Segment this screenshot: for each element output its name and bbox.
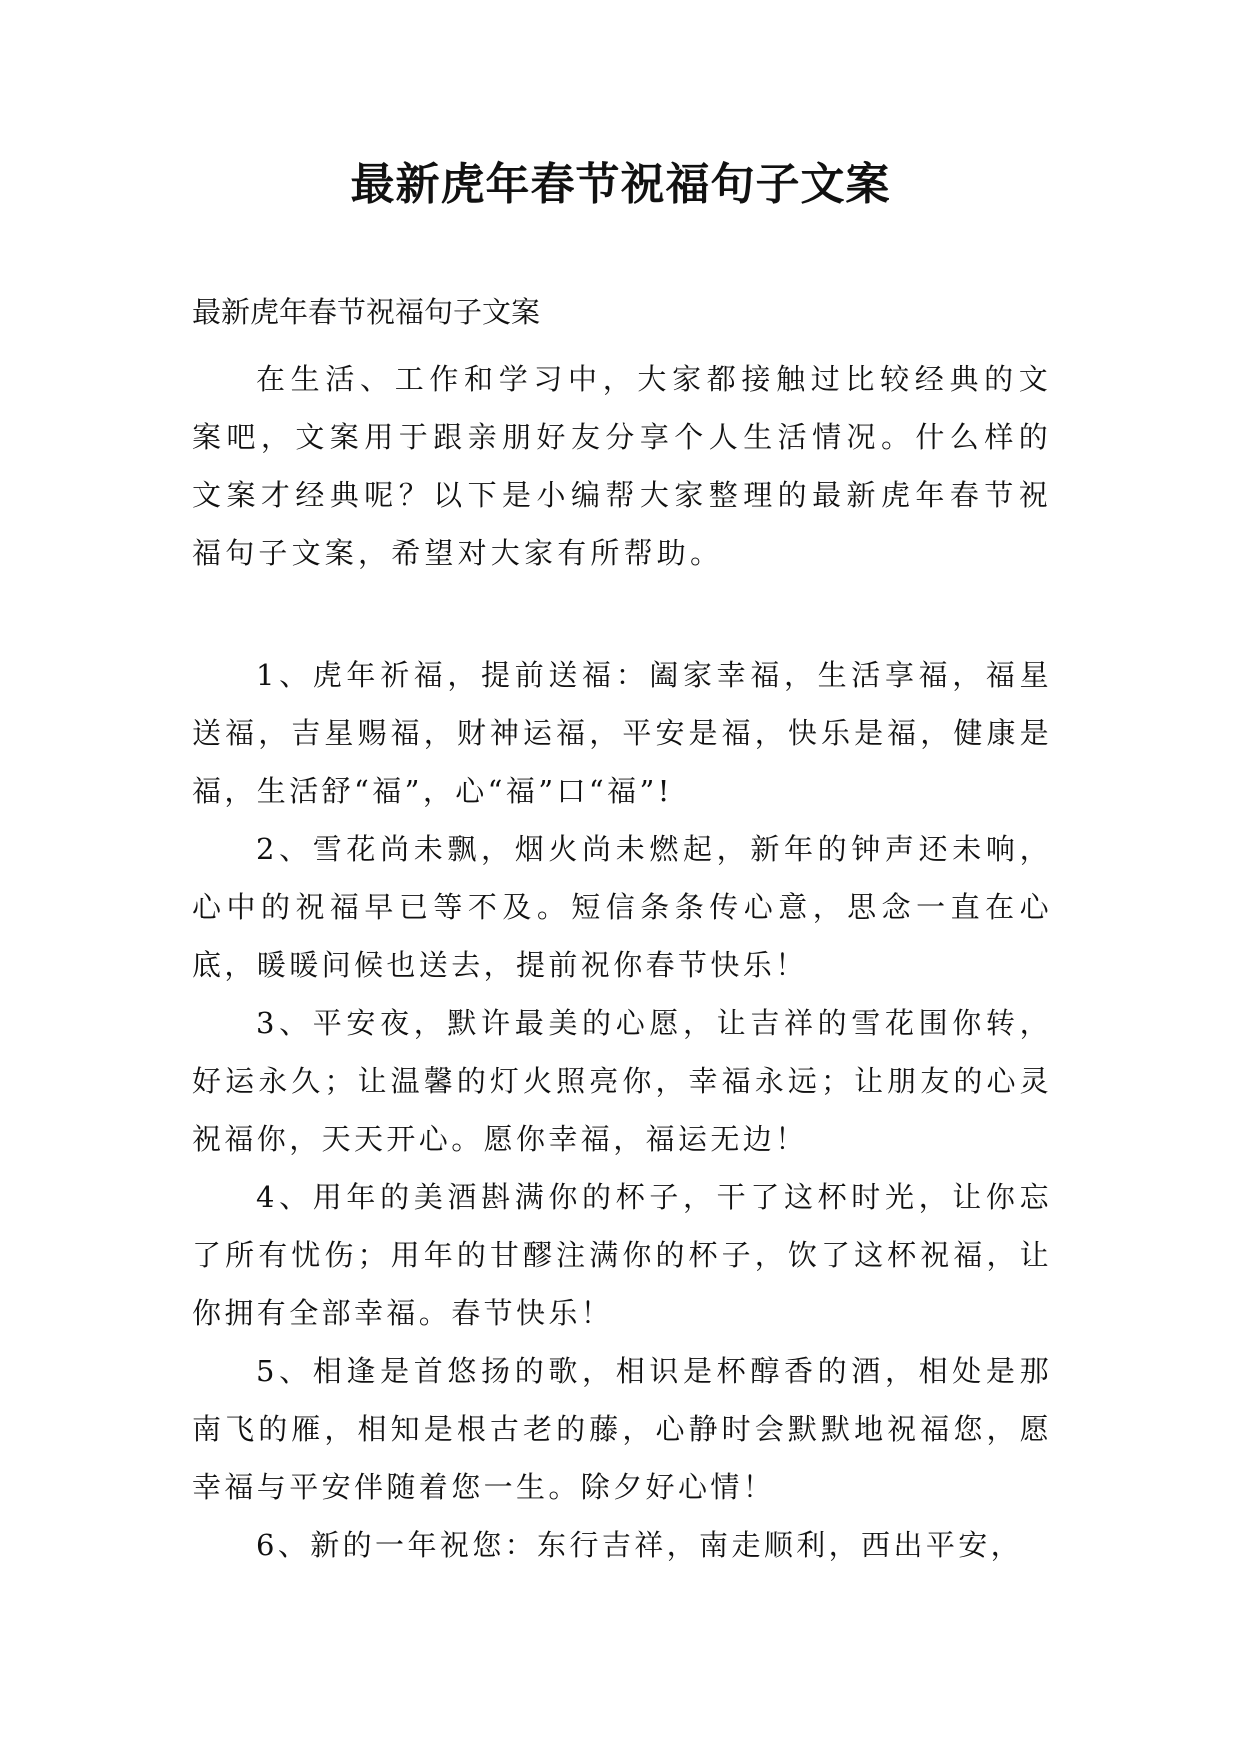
wish-item-3: 3、平安夜，默许最美的心愿，让吉祥的雪花围你转，好运永久；让温馨的灯火照亮你，幸福永远；让朋友的心灵祝福你，天天开心。愿你幸福，福运无边！ [192,1006,1052,1156]
intro-paragraph: 在生活、工作和学习中，大家都接触过比较经典的文案吧，文案用于跟亲朋好友分享个人生活情况。什么样的文案才经典呢？以下是小编帮大家整理的最新虎年春节祝福句子文案，希望对大家有所帮助。 [192,362,1052,570]
document-subtitle: 最新虎年春节祝福句子文案 [192,295,541,329]
paragraph-spacer [192,582,1052,646]
wish-item-6: 6、新的一年祝您：东行吉祥，南走顺利，西出平安， [256,1528,1024,1562]
wish-item-2: 2、雪花尚未飘，烟火尚未燃起，新年的钟声还未响，心中的祝福早已等不及。短信条条传心意，思念一直在心底，暖暖问候也送去，提前祝你春节快乐！ [192,832,1052,982]
document-title: 最新虎年春节祝福句子文案 [350,159,891,210]
wish-item-5: 5、相逢是首悠扬的歌，相识是杯醇香的酒，相处是那南飞的雁，相知是根古老的藤，心静时会默默地祝福您，愿幸福与平安伴随着您一生。除夕好心情！ [192,1354,1052,1504]
wish-item-1: 1、虎年祈福，提前送福：阖家幸福，生活享福，福星送福，吉星赐福，财神运福，平安是福，快乐是福，健康是福，生活舒“福”，心“福”口“福”! [192,658,1052,808]
wish-item-4: 4、用年的美酒斟满你的杯子，干了这杯时光，让你忘了所有忧伤；用年的甘醪注满你的杯子，饮了这杯祝福，让你拥有全部幸福。春节快乐！ [192,1180,1052,1330]
document-body [192,350,1052,1574]
